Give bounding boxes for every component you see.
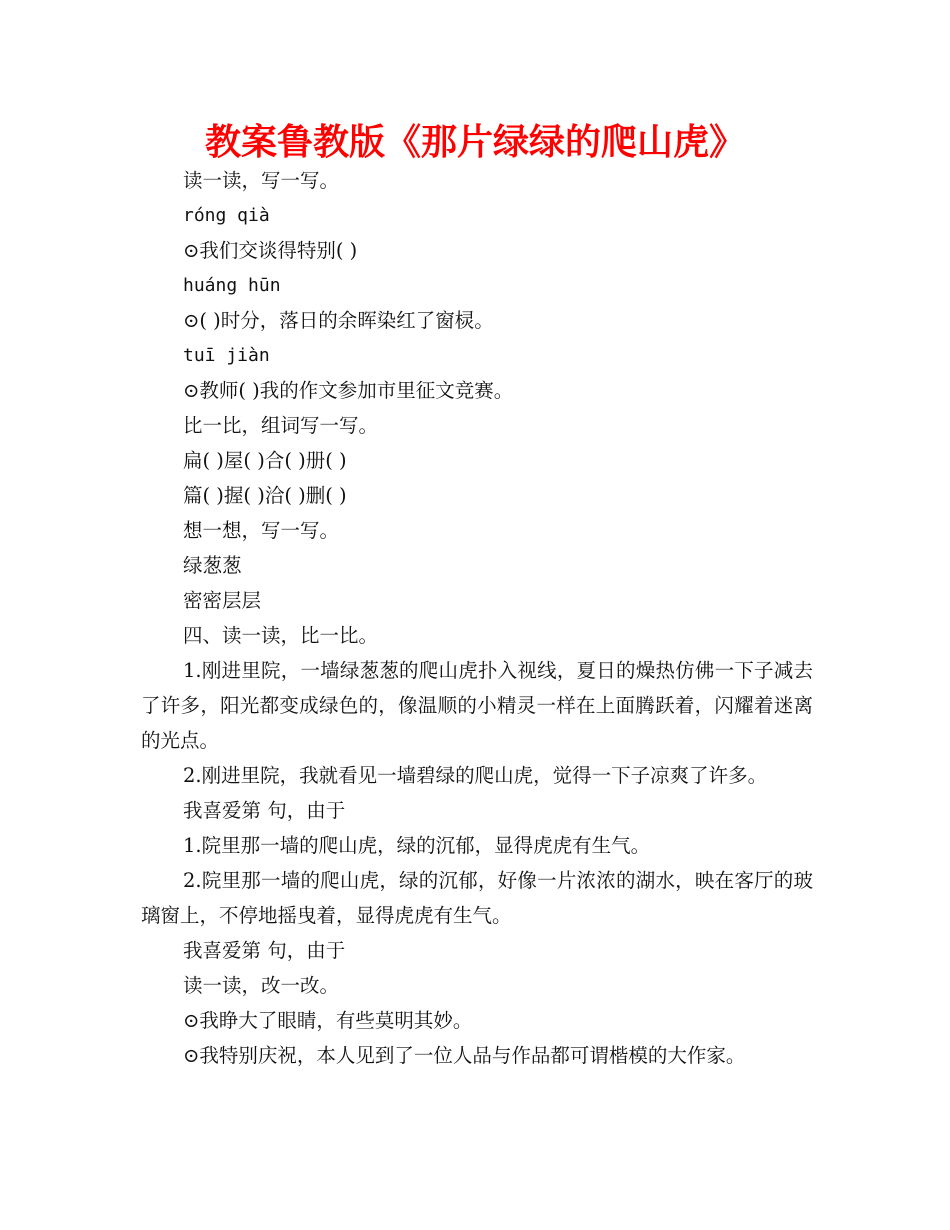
- paragraph: 读一读，改一改。: [183, 974, 340, 997]
- paragraph: 四、读一读，比一比。: [183, 624, 379, 647]
- paragraph: 2.院里那一墙的爬山虎，绿的沉郁，好像一片浓浓的湖水，映在客厅的玻璃窗上，不停地摇曳着，显得虎虎有生气。: [141, 869, 813, 927]
- document-body: [141, 163, 813, 1073]
- document-title: 教案鲁教版《那片绿绿的爬山虎》: [204, 122, 745, 163]
- paragraph: 密密层层: [183, 589, 262, 612]
- paragraph: 想一想，写一写。: [183, 519, 340, 542]
- paragraph: 读一读，写一写。: [183, 169, 340, 192]
- pinyin-line: róng qià: [183, 205, 270, 226]
- paragraph: 2.刚进里院，我就看见一墙碧绿的爬山虎，觉得一下子凉爽了许多。: [183, 764, 768, 787]
- pinyin-line: tuī jiàn: [183, 345, 270, 366]
- paragraph: ⊙我们交谈得特别( ): [183, 239, 358, 262]
- paragraph: 扁( )屋( )合( )册( ): [183, 449, 347, 472]
- paragraph: 1.刚进里院，一墙绿葱葱的爬山虎扑入视线，夏日的燥热仿佛一下子减去了许多，阳光都变成绿色的，像温顺的小精灵一样在上面腾跃着，闪耀着迷离的光点。: [141, 659, 813, 752]
- paragraph: ⊙我特别庆祝，本人见到了一位人品与作品都可谓楷模的大作家。: [183, 1044, 746, 1067]
- paragraph: ⊙教师( )我的作文参加市里征文竞赛。: [183, 379, 514, 402]
- pinyin-line: huáng hūn: [183, 275, 281, 296]
- paragraph: 我喜爱第 句，由于: [183, 799, 346, 822]
- paragraph: 篇( )握( )洽( )删( ): [183, 484, 347, 507]
- paragraph: ⊙( )时分，落日的余晖染红了窗棂。: [183, 309, 494, 332]
- paragraph: 1.院里那一墙的爬山虎，绿的沉郁，显得虎虎有生气。: [183, 834, 651, 857]
- paragraph: 绿葱葱: [183, 554, 242, 577]
- paragraph: 比一比，组词写一写。: [183, 414, 379, 437]
- paragraph: 我喜爱第 句，由于: [183, 939, 346, 962]
- paragraph: ⊙我睁大了眼睛，有些莫明其妙。: [183, 1009, 473, 1032]
